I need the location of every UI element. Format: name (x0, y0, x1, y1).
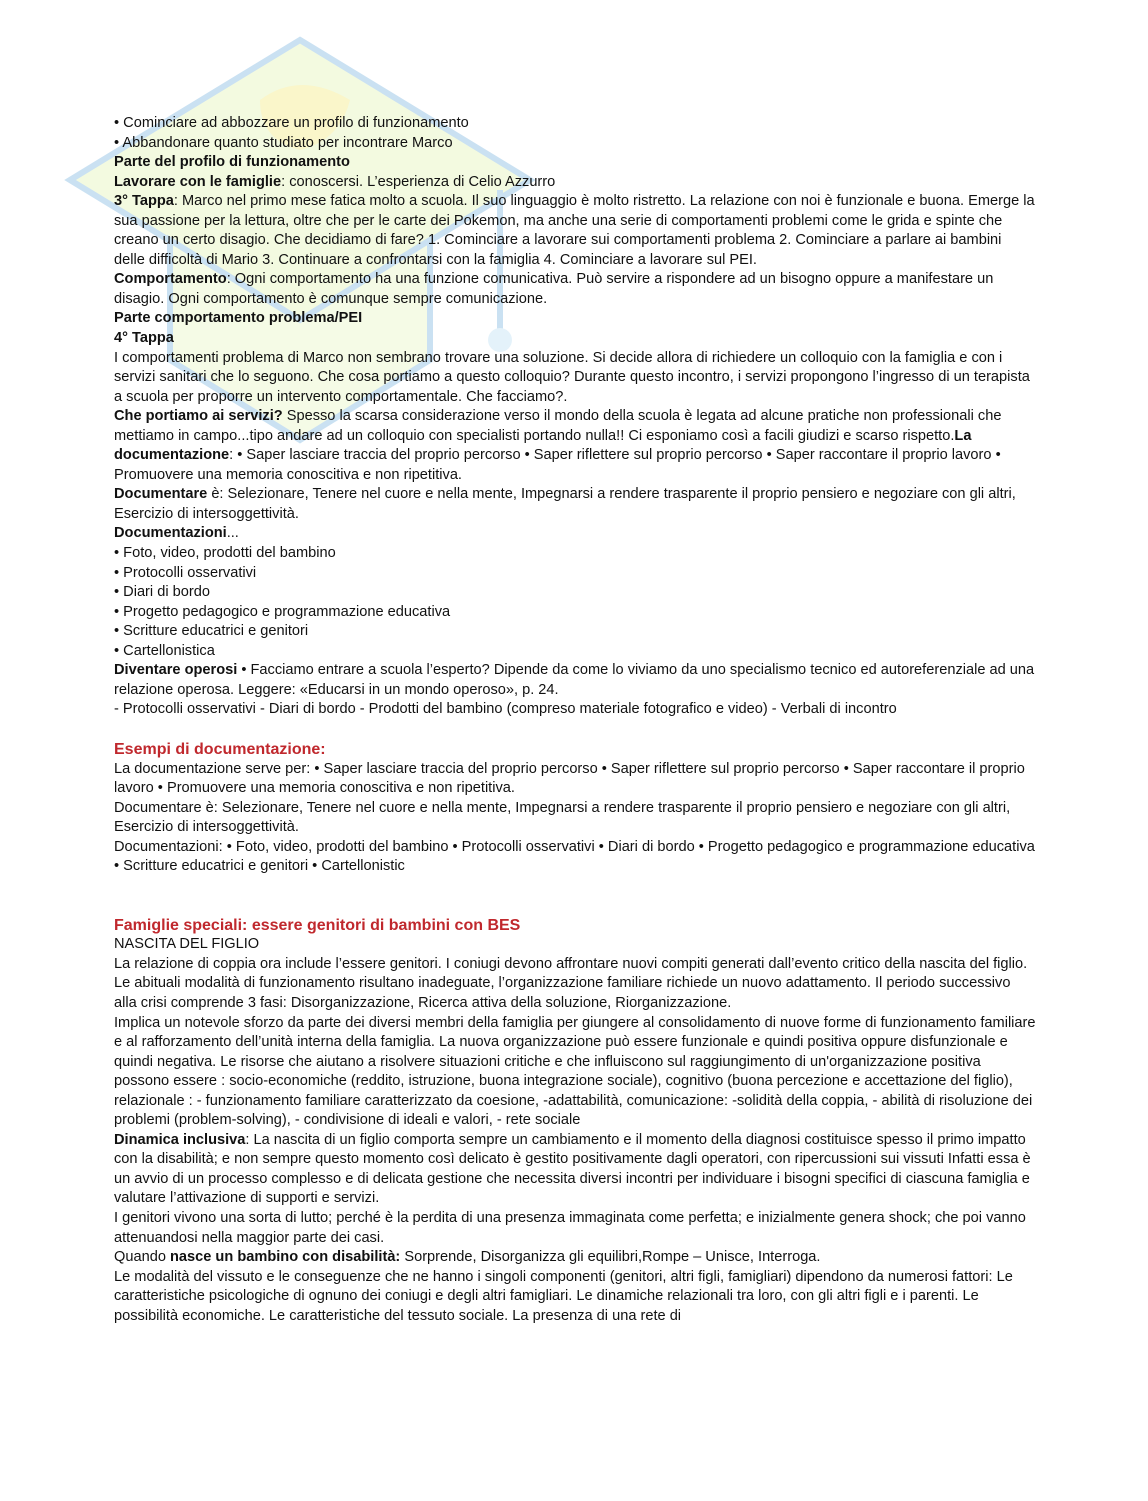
paragraph-documentazioni: Documentazioni... (114, 525, 239, 542)
bullet-item: • Cominciare ad abbozzare un profilo di funzionamento (114, 115, 469, 131)
section-title: 4° Tappa (114, 330, 174, 347)
subtitle: NASCITA DEL FIGLIO (114, 936, 260, 953)
paragraph-documentare: Documentare è: Selezionare, Tenere nel cuore e nella mente, Impegnarsi a rendere trasparente il proprio pensiero e negoziare con gli altri, Esercizio di intersoggettività. (114, 486, 1016, 522)
list-item: • Cartellonistica (114, 642, 215, 659)
list-item: • Scritture educatrici e genitori (114, 623, 309, 640)
list-item: • Progetto pedagogico e programmazione educativa (114, 603, 451, 620)
paragraph-famiglie: Lavorare con le famiglie: conoscersi. L’esperienza di Celio Azzurro (114, 173, 556, 190)
paragraph-servizi: Che portiamo ai servizi? Spesso la scarsa considerazione verso il mondo della scuola è legata ad alcune pratiche non professionali che mettiamo in campo...tipo andare ad un colloquio con specialisti portando nulla!! Ci esponiamo così a facili giudizi e scarso rispetto.La documentazione: • Saper lasciare traccia del proprio percorso • Saper riflettere sul proprio percorso • Saper raccontare il proprio lavoro • Promuovere una memoria conoscitiva e non ripetitiva. (114, 408, 1002, 483)
paragraph: Documentare è: Selezionare, Tenere nel cuore e nella mente, Impegnarsi a rendere trasparente il proprio pensiero e negoziare con gli altri, Esercizio di intersoggettività. (114, 799, 1011, 836)
paragraph: Documentazioni: • Foto, video, prodotti del bambino • Protocolli osservativi • Diari di bordo • Progetto pedagogico e programmazione educativa • Scritture educatrici e genitori • Cartellonistic (114, 838, 1035, 875)
paragraph: La documentazione serve per: • Saper lasciare traccia del proprio percorso • Saper riflettere sul proprio percorso • Saper raccontare il proprio lavoro • Promuovere una memoria conoscitiva e non ripetitiva. (114, 760, 1025, 797)
paragraph-comportamento: Comportamento: Ogni comportamento ha una funzione comunicativa. Può servire a rispondere ad un bisogno oppure a manifestare un disagio. Ogni comportamento è comunque sempre comunicazione. (114, 271, 994, 307)
section-title: Parte del profilo di funzionamento (114, 154, 350, 171)
bullet-item: • Abbandonare quanto studiato per incontrare Marco (114, 134, 453, 151)
paragraph: Le modalità del vissuto e le conseguenze che ne hanno i singoli componenti (genitori, altri figli, famigliari) dipendono da numerosi fattori: Le caratteristiche psicologiche di ognuno dei coniugi e degli altri famigliari. Le dinamiche relazionali tra loro, con gli altri figli e i parenti. Le possibilità economiche. Le caratteristiche del tessuto sociale. La presenza di una rete di (114, 1268, 1013, 1324)
paragraph-tappa4: I comportamenti problema di Marco non sembrano trovare una soluzione. Si decide allora di richiedere un colloquio con la famiglia e con i servizi sanitari che lo seguono. Che cosa portiamo a questo colloquio? Durante questo incontro, i servizi propongono l’ingresso di un terapista a scuola per proporre un intervento comportamentale. Che facciamo?. (114, 349, 1030, 405)
paragraph: Implica un notevole sforzo da parte dei diversi membri della famiglia per giungere al consolidamento di nuove forme di funzionamento familiare e al rafforzamento dell’unità interna della famiglia. La nuova organizzazione può essere funzionale e quindi positiva oppure disfunzionale e quindi negativa. Le risorse che aiutano a risolvere situazioni critiche e che influiscono sul raggiungimento di un'organizzazione positiva possono essere : socio-economiche (reddito, istruzione, buona integrazione sociale), cognitivo (buona percezione e accettazione del figlio), relazionale : - funzionamento familiare caratterizzato da coesione, -adattabilità, comunicazione: -solidità della coppia, - abilità di risoluzione dei problemi (problem-solving), - condivisione di ideali e valori, - rete sociale (114, 1014, 1036, 1129)
list-item: • Diari di bordo (114, 584, 210, 601)
paragraph-operosi: Diventare operosi • Facciamo entrare a scuola l’esperto? Dipende da come lo viviamo da uno specialismo tecnico ed autoreferenziale ad una relazione operosa. Leggere: «Educarsi in un mondo operoso», p. 24. (114, 662, 1035, 698)
heading-esempi: Esempi di documentazione: (114, 740, 326, 758)
list-item: • Protocolli osservativi (114, 564, 257, 581)
document-page (114, 114, 1036, 1326)
paragraph: La relazione di coppia ora include l’essere genitori. I coniugi devono affrontare nuovi compiti generati dall’evento critico della nascita del figlio. Le abituali modalità di funzionamento risultano inadeguate, l’organizzazione familiare richiede un nuovo adattamento. Il periodo successivo alla crisi comprende 3 fasi: Disorganizzazione, Ricerca attiva della soluzione, Riorganizzazione. (114, 955, 1028, 1011)
paragraph-dinamica: Dinamica inclusiva: La nascita di un figlio comporta sempre un cambiamento e il momento della diagnosi costituisce spesso il primo impatto con la disabilità; e non sempre questo momento così delicato è gestito positivamente dagli operatori, con ripercussioni sui vissuti Infatti essa è un avvio di un processo complesso e di delicata gestione che necessita diversi incontri per individuare i bisogni specifici di ciascuna famiglia e valutare l’attivazione di supporti e servizi. (114, 1131, 1031, 1207)
paragraph-protocolli: - Protocolli osservativi - Diari di bordo - Prodotti del bambino (compreso materiale fotografico e video) - Verbali di incontro (114, 701, 897, 718)
paragraph: I genitori vivono una sorta di lutto; perché è la perdita di una presenza immaginata come perfetta; e inizialmente genera shock; che poi vanno attenuandosi nella maggior parte dei casi. (114, 1209, 1026, 1246)
heading-famiglie-speciali: Famiglie speciali: essere genitori di bambini con BES (114, 916, 521, 934)
list-item: • Foto, video, prodotti del bambino (114, 545, 336, 562)
paragraph-tappa3: 3° Tappa: Marco nel primo mese fatica molto a scuola. Il suo linguaggio è molto ristretto. La relazione con noi è funzionale e buona. Emerge la sua passione per la lettura, oltre che per le carte dei Pokemon, ma anche una serie di comportamenti problemi come le grida e spinte che creano un certo disagio. Che decidiamo di fare? 1. Cominciare a lavorare sui comportamenti problema 2. Cominciare a parlare ai bambini delle difficoltà di Mario 3. Continuare a confrontarsi con la famiglia 4. Cominciare a lavorare sul PEI. (114, 193, 1035, 268)
section-title: Parte comportamento problema/PEI (114, 310, 363, 327)
paragraph-quando: Quando nasce un bambino con disabilità: Sorprende, Disorganizza gli equilibri,Rompe – Unisce, Interroga. (114, 1249, 821, 1266)
